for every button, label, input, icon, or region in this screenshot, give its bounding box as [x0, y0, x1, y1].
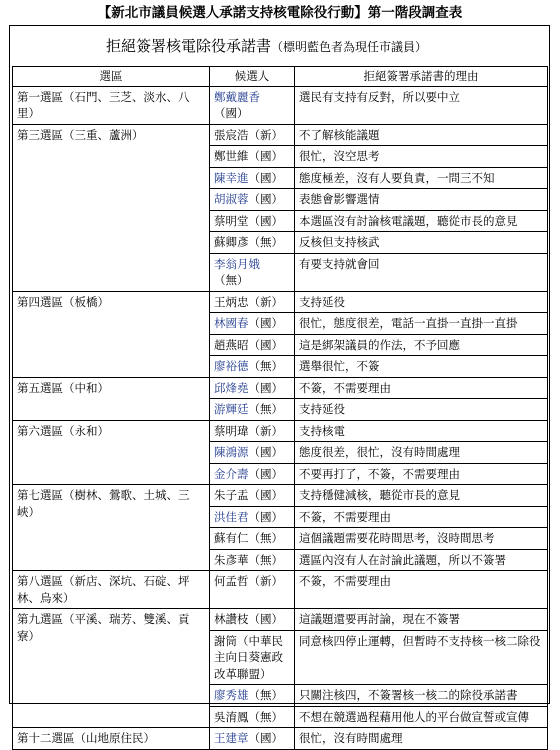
candidate-party: （無）: [248, 235, 283, 249]
page-edge-mark: [45, 703, 60, 704]
candidate-cell: [210, 549, 295, 571]
candidate-name: 張宸浩: [214, 127, 249, 142]
candidate-cell: [210, 210, 295, 232]
reason-cell: 不了解核能議題: [295, 124, 548, 146]
reason-cell: 支持延役: [295, 399, 548, 421]
candidate-party: （國）: [248, 170, 283, 185]
candidate-cell: [210, 189, 295, 211]
candidate-party: （國）: [248, 612, 283, 626]
candidate-party: （新）: [248, 423, 283, 438]
reason-cell: 支持核電: [295, 420, 548, 442]
candidate-name: 朱子盂: [214, 488, 249, 502]
district-cell: 第三選區（三重、蘆洲）: [13, 124, 210, 291]
reason-cell: 這個議題需要花時間思考，沒時間思考: [295, 528, 548, 550]
district-cell: 第八選區（新店、深坑、石碇、坪林、烏來）: [13, 571, 210, 609]
candidate-cell: [210, 420, 295, 442]
candidate-cell: [210, 291, 295, 313]
candidate-party: （無）: [248, 552, 283, 567]
candidate-party: （國）: [248, 149, 283, 163]
candidate-party: （無）: [214, 273, 249, 287]
subtitle-text: 拒絕簽署核電除役承諾書: [106, 37, 272, 55]
candidate-name: 陳幸進: [214, 170, 249, 185]
candidate-party: （新）: [248, 294, 283, 309]
table-row: [13, 124, 548, 146]
reason-cell: 這議題還要再討論，現在不簽署: [295, 609, 548, 631]
header-district: 選區: [13, 67, 210, 87]
district-cell: 第四選區（板橋）: [13, 291, 210, 377]
candidate-name: 邱烽堯: [214, 380, 249, 395]
candidate-name: 蘇卿彥: [214, 235, 249, 249]
candidate-cell: [210, 463, 295, 485]
district-cell: 第六選區（永和）: [13, 420, 210, 485]
reason-cell: 不簽，不需要理由: [295, 571, 548, 609]
refusal-table: [12, 66, 548, 750]
candidate-name: 陳鴻源: [214, 445, 249, 459]
candidate-name: 洪佳君: [214, 509, 249, 524]
candidate-party: （國）: [248, 380, 283, 395]
candidate-cell: [210, 399, 295, 421]
candidate-name: 李翁月娥: [214, 256, 260, 271]
table-row: [13, 377, 548, 399]
reason-cell: 態度極差，沒有人要負責，一問三不知: [295, 167, 548, 189]
candidate-cell: [210, 124, 295, 146]
reason-cell: 態度很差，很忙，沒有時間處理: [295, 442, 548, 464]
candidate-party: （中華民主向日葵憲政改革聯盟）: [214, 633, 283, 681]
candidate-name: 金介壽: [214, 466, 249, 481]
header-candidate: 候選人: [210, 67, 295, 87]
candidate-party: （無）: [248, 531, 283, 545]
page-title: 【新北市議員候選人承諾支持核電除役行動】第一階段調查表: [97, 5, 463, 21]
candidate-cell: [210, 356, 295, 378]
reason-cell: 反核但支持核武: [295, 232, 548, 254]
candidate-cell: [210, 728, 295, 750]
candidate-name: 吳淯鳳: [214, 709, 249, 724]
candidate-party: （國）: [248, 213, 283, 228]
candidate-name: 鄭戴麗香: [214, 89, 260, 104]
candidate-cell: [210, 253, 295, 291]
table-row: [13, 291, 548, 313]
candidate-party: （國）: [214, 106, 249, 120]
candidate-name: 蔡明堂: [214, 213, 249, 228]
candidate-name: 王炳忠: [214, 294, 249, 309]
candidate-party: （無）: [248, 359, 283, 373]
candidate-cell: [210, 528, 295, 550]
candidate-name: 王建章: [214, 731, 249, 745]
candidate-name: 謝筒: [214, 633, 237, 648]
table-subtitle: [106, 36, 427, 57]
table-row: [13, 86, 548, 124]
reason-cell: 有要支持就會回: [295, 253, 548, 291]
candidate-party: （無）: [248, 709, 283, 724]
reason-cell: 很忙，態度很差，電話一直掛一直掛一直掛: [295, 313, 548, 335]
candidate-name: 廖裕德: [214, 359, 249, 373]
candidate-cell: [210, 334, 295, 356]
candidate-cell: [210, 442, 295, 464]
candidate-cell: [210, 377, 295, 399]
reason-cell: 表態會影響選情: [295, 189, 548, 211]
table-row: [13, 728, 548, 750]
reason-cell: 選舉很忙，不簽: [295, 356, 548, 378]
candidate-name: 胡淑蓉: [214, 192, 249, 206]
reason-cell: 很忙，沒空思考: [295, 146, 548, 168]
candidate-party: （新）: [248, 574, 283, 588]
candidate-name: 鄭世維: [214, 149, 249, 163]
candidate-party: （國）: [248, 731, 283, 745]
candidate-name: 游輝廷: [214, 402, 249, 416]
candidate-name: 趙燕昭: [214, 337, 249, 352]
reason-cell: 只關注核四，不簽署核一核二的除役承諾書: [295, 685, 548, 707]
reason-cell: 同意核四停止運轉，但暫時不支持核一核二除役: [295, 630, 548, 685]
candidate-party: （國）: [248, 316, 283, 330]
candidate-cell: [210, 706, 295, 728]
candidate-party: （國）: [248, 445, 283, 459]
candidate-name: 朱彥華: [214, 552, 249, 567]
table-row: [13, 420, 548, 442]
candidate-name: 林讚枝: [214, 612, 249, 626]
table-body: [13, 86, 548, 749]
reason-cell: 不簽，不需要理由: [295, 377, 548, 399]
candidate-name: 蔡明瑋: [214, 423, 249, 438]
reason-cell: 不想在競選過程藉用他人的平台做宣誓或宣傳: [295, 706, 548, 728]
candidate-cell: [210, 571, 295, 609]
reason-cell: 支持穩健減核，聽從市長的意見: [295, 485, 548, 507]
candidate-party: （無）: [248, 402, 283, 416]
candidate-cell: [210, 313, 295, 335]
district-cell: 第十二選區（山地原住民）: [13, 728, 210, 750]
district-cell: 第五選區（中和）: [13, 377, 210, 420]
table-row: [13, 485, 548, 507]
subtitle-note: （標明藍色者為現任市議員）: [271, 40, 428, 54]
candidate-party: （國）: [248, 488, 283, 502]
candidate-cell: [210, 506, 295, 528]
candidate-name: 林國春: [214, 316, 249, 330]
reason-cell: 很忙，沒有時間處理: [295, 728, 548, 750]
candidate-cell: [210, 86, 295, 124]
candidate-name: 廖秀雄: [214, 688, 249, 702]
reason-cell: 本選區沒有討論核電議題，聽從市長的意見: [295, 210, 548, 232]
candidate-cell: [210, 232, 295, 254]
candidate-party: （無）: [248, 688, 283, 702]
candidate-party: （國）: [248, 466, 283, 481]
district-cell: 第七選區（樹林、鶯歌、土城、三峽）: [13, 485, 210, 571]
candidate-cell: [210, 146, 295, 168]
reason-cell: 不簽，不需要理由: [295, 506, 548, 528]
candidate-name: 蘇有仁: [214, 531, 249, 545]
header-reason: 拒絕簽署承諾書的理由: [295, 67, 548, 87]
reason-cell: 選民有支持有反對，所以要中立: [295, 86, 548, 124]
reason-cell: 支持延役: [295, 291, 548, 313]
header-row: [13, 67, 548, 87]
candidate-party: （國）: [248, 509, 283, 524]
candidate-party: （新）: [248, 127, 283, 142]
table-row: [13, 571, 548, 609]
reason-cell: 選區內沒有人在討論此議題，所以不簽署: [295, 549, 548, 571]
reason-cell: 這是綁架議員的作法，不予回應: [295, 334, 548, 356]
candidate-cell: [210, 485, 295, 507]
candidate-cell: [210, 630, 295, 685]
candidate-cell: [210, 685, 295, 707]
table-row: [13, 609, 548, 631]
candidate-name: 何孟哲: [214, 574, 249, 588]
reason-cell: 不要再打了，不簽，不需要理由: [295, 463, 548, 485]
candidate-cell: [210, 167, 295, 189]
candidate-party: （國）: [248, 337, 283, 352]
candidate-cell: [210, 609, 295, 631]
district-cell: 第一選區（石門、三芝、淡水、八里）: [13, 86, 210, 124]
candidate-party: （國）: [248, 192, 283, 206]
district-cell: 第九選區（平溪、瑞芳、雙溪、貢寮）: [13, 609, 210, 728]
